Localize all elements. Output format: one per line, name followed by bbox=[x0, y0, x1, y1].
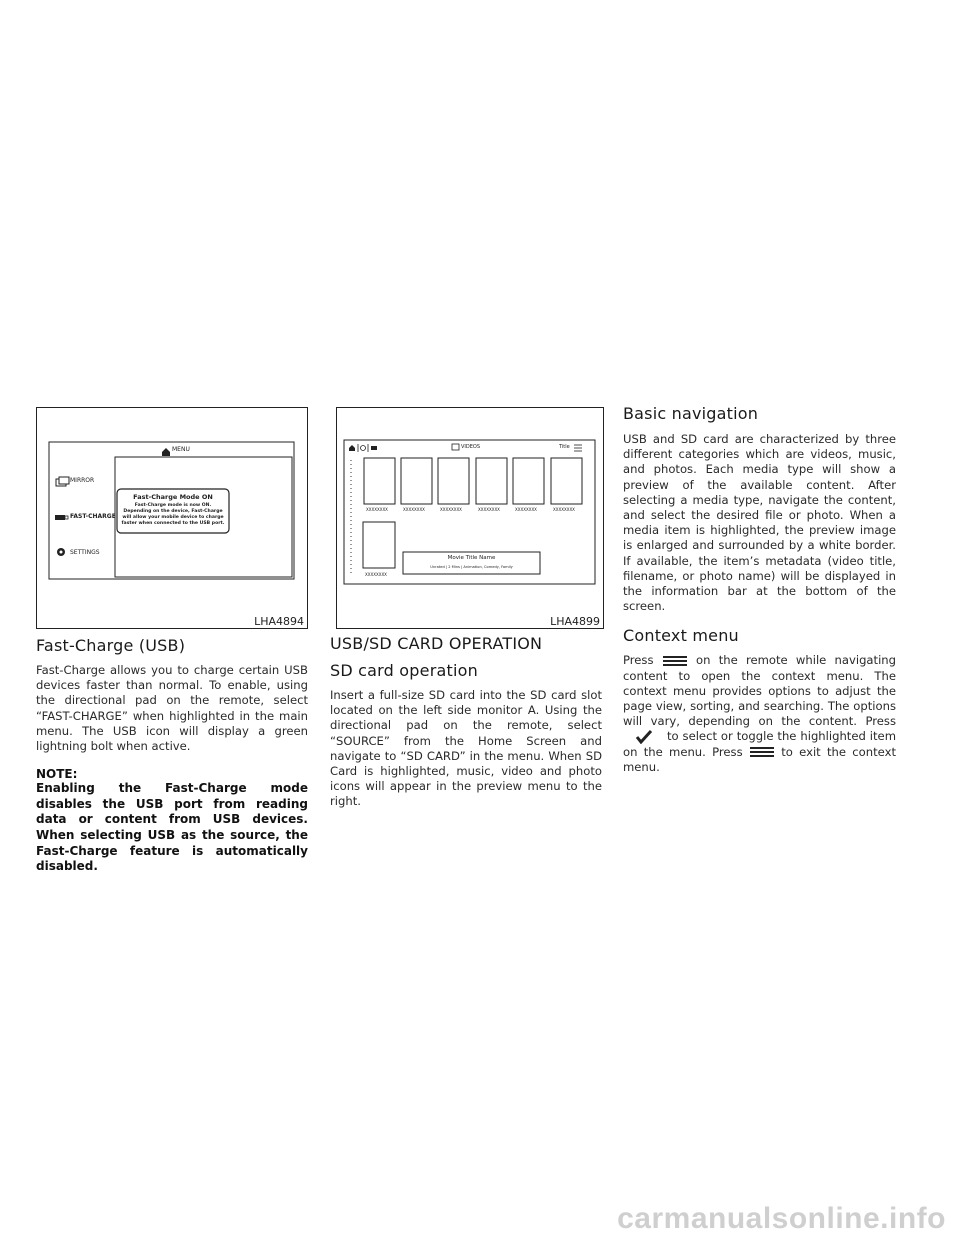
column-usb-sd bbox=[330, 634, 602, 810]
home-icon bbox=[349, 445, 355, 451]
note-title: NOTE: bbox=[36, 767, 78, 782]
figure-code: LHA4894 bbox=[254, 615, 304, 628]
menu-item-settings: SETTINGS bbox=[70, 549, 100, 556]
body-paragraph: USB and SD card are characterized by three different categories which are videos, music, and photos. Each media type will show a preview of the available content. After selecting a media type, navigate the content, and select the desired file or photo. When a media item is highlighted, the preview image is enlarged and surrounded by a white border. If available, the item’s metadata (video title, filename, or photo name) will be displayed in the information bar at the bottom of the screen. bbox=[623, 432, 896, 614]
video-icon bbox=[452, 444, 459, 450]
menu-item-mirror: MIRROR bbox=[70, 477, 95, 484]
column-navigation bbox=[623, 404, 896, 775]
press-word: Press bbox=[865, 714, 896, 729]
context-menu-paragraph bbox=[623, 653, 896, 775]
thumb-label: XXXXXXXX bbox=[515, 507, 537, 512]
menu-icon bbox=[749, 746, 775, 758]
info-bar-title: Movie Title Name bbox=[447, 555, 496, 561]
usb-icon bbox=[371, 446, 377, 450]
thumb-label: XXXXXXXX bbox=[440, 507, 462, 512]
usb-icon bbox=[55, 515, 65, 520]
column-fast-charge bbox=[36, 636, 308, 875]
figure-code: LHA4899 bbox=[550, 615, 600, 628]
disc-icon bbox=[361, 446, 366, 451]
press-word: Press bbox=[623, 653, 654, 668]
title-sort-label: Title bbox=[559, 444, 570, 450]
menu-label: MENU bbox=[172, 446, 190, 453]
home-icon bbox=[162, 448, 170, 456]
info-bar-meta: Unrated | 2 Mins | Animation, Comedy, Family bbox=[430, 565, 513, 569]
menu-icon bbox=[662, 655, 688, 667]
menu-item-fast-charge: FAST-CHARGE bbox=[70, 513, 116, 520]
popup-title: Fast-Charge Mode ON bbox=[133, 493, 213, 501]
checkmark-icon bbox=[623, 730, 663, 744]
watermark[interactable]: carmanualsonline.info bbox=[617, 1202, 946, 1235]
body-paragraph: Insert a full-size SD card into the SD card slot located on the left side monitor A. Using the directional pad on the remote, select “SOURCE” from the Home Screen and navigate to “SD CARD” in the menu. When SD Card is highlighted, music, video and photo icons will appear in the preview menu to the right. bbox=[330, 688, 602, 809]
figure-fast-charge bbox=[36, 407, 308, 629]
subsection-heading: SD card operation bbox=[330, 661, 478, 680]
body-paragraph: Fast-Charge allows you to charge certain USB devices faster than normal. To enable, using the directional pad on the remote, select “FAST-CHARGE” when highlighted in the main menu. The USB icon will display a green lightning bolt when active. bbox=[36, 663, 308, 754]
section-heading: Fast-Charge (USB) bbox=[36, 636, 186, 655]
note-body: Enabling the Fast-Charge mode disables the USB port from reading data or content from USB devices. When selecting USB as the source, the Fast-Charge feature is automatically disabled. bbox=[36, 781, 308, 874]
thumb-label: XXXXXXXX bbox=[478, 507, 500, 512]
context-text: on the remote while navigating content to open the context menu. The context menu provides options to adjust the page view, sorting, and searching. The options will vary, depending on the content. bbox=[623, 653, 897, 729]
section-heading: USB/SD CARD OPERATION bbox=[330, 634, 543, 653]
thumb-label: XXXXXXXX bbox=[365, 572, 387, 577]
popup-body: Fast-Charge mode is now ON. Depending on the device, Fast-Charge will allow your mobile device to charge faster when connected to the USB port. bbox=[121, 503, 225, 526]
videos-label: VIDEOS bbox=[461, 444, 481, 450]
context-text: to exit the context menu. bbox=[623, 744, 897, 774]
context-text: to select or toggle the highlighted item on the menu. Press bbox=[623, 729, 896, 759]
section-heading: Basic navigation bbox=[623, 404, 759, 423]
thumb-label: XXXXXXXX bbox=[403, 507, 425, 512]
figure-videos bbox=[336, 407, 604, 629]
thumb-label: XXXXXXXX bbox=[553, 507, 575, 512]
thumb-label: XXXXXXXX bbox=[366, 507, 388, 512]
section-heading: Context menu bbox=[623, 626, 739, 646]
